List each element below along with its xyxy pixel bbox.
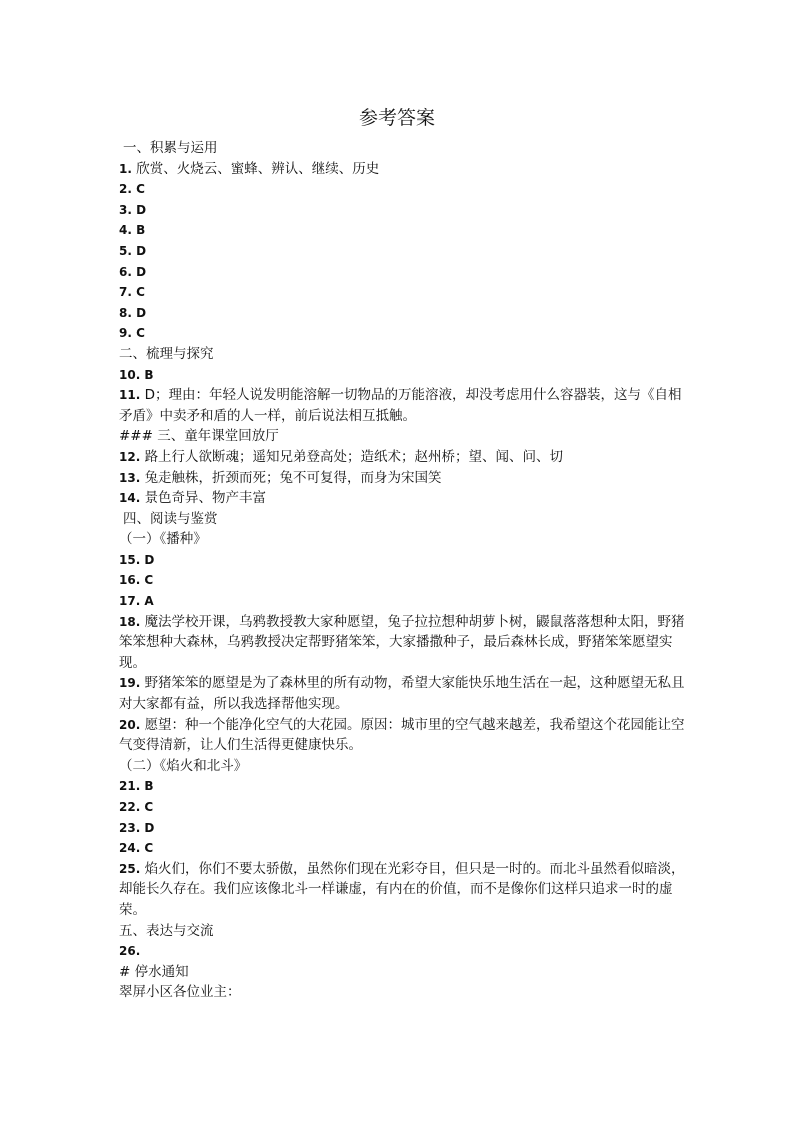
page-title: 参考答案 (358, 107, 435, 129)
answer-6: 6. D (119, 264, 147, 279)
answer-8: 8. D (119, 305, 147, 320)
answer-9: 9. C (119, 326, 145, 341)
answer-1 (119, 159, 689, 180)
section-heading-3: ### 三、童年课堂回放厅 (119, 428, 279, 445)
answer-13 (119, 468, 689, 489)
section-heading-1: 一、积累与运用 (123, 140, 218, 156)
answer-11 (119, 385, 689, 426)
answer-number: 25. (119, 861, 141, 876)
answer-23: 23. D (119, 820, 155, 835)
answer-text: D；理由：年轻人说发明能溶解一切物品的万能溶液，却没考虑用什么容器装，这与《自相矛盾》中卖矛和盾的人一样，前后说法相互抵触。 (119, 387, 682, 424)
answer-text: 景色奇异、物产丰富 (144, 490, 267, 507)
answer-22: 22. C (119, 800, 154, 814)
answer-number: 20. (119, 717, 141, 732)
answer-4: 4. B (119, 223, 146, 238)
answer-number: 1. (119, 161, 132, 176)
section-heading-5: 五、表达与交流 (119, 922, 214, 939)
answer-text: 愿望：种一个能净化空气的大花园。原因：城市里的空气越来越差，我希望这个花园能让空气变得清新，让人们生活得更健康快乐。 (119, 716, 685, 754)
section-heading-2: 二、梳理与探究 (119, 345, 214, 362)
answer-number: 13. (119, 470, 141, 485)
answer-19 (119, 673, 689, 714)
answer-number: 18. (119, 614, 141, 629)
notice-greeting: 翠屏小区各位业主： (119, 984, 241, 1001)
answer-5: 5. D (119, 243, 147, 258)
answer-17: 17. A (119, 594, 154, 609)
answer-2: 2. C (119, 182, 145, 197)
answer-20 (119, 715, 689, 756)
answer-3: 3. D (119, 202, 147, 217)
answer-15: 15. D (119, 552, 155, 567)
answer-21: 21. B (119, 779, 154, 794)
answer-26: 26. (119, 944, 141, 959)
answer-7: 7. C (119, 285, 145, 300)
answer-content (119, 138, 689, 1003)
answer-text: 魔法学校开课，乌鸦教授教大家种愿望，兔子拉拉想种胡萝卜树，鼹鼠落落想种太阳，野猪笨笨想种大森林，乌鸦教授决定帮野猪笨笨，大家播撒种子，最后森林长成，野猪笨笨愿望实现。 (119, 613, 685, 671)
answer-25 (119, 859, 689, 921)
answer-text: 路上行人欲断魂；遥知兄弟登高处；造纸术；赵州桥；望、闻、问、切 (144, 448, 564, 465)
part-heading-1: （一）《播种》 (119, 531, 207, 548)
section-heading-4: 四、阅读与鉴赏 (123, 510, 218, 527)
answer-14 (119, 488, 689, 509)
answer-24: 24. C (119, 841, 154, 856)
part-heading-2: （二）《焰火和北斗》 (119, 757, 248, 774)
answer-number: 14. (119, 491, 141, 506)
answer-12 (119, 447, 689, 468)
answer-text: 欣赏、火烧云、蜜蜂、辨认、继续、历史 (136, 160, 380, 177)
answer-text: 兔走触株，折颈而死；兔不可复得，而身为宋国笑 (144, 469, 442, 486)
answer-text: 焰火们，你们不要太骄傲，虽然你们现在光彩夺目，但只是一时的。而北斗虽然看似暗淡，却能长久存在。我们应该像北斗一样谦虚，有内在的价值，而不是像你们这样只追求一时的虚荣。 (119, 860, 685, 918)
answer-16: 16. C (119, 573, 154, 588)
answer-10: 10. B (119, 367, 154, 382)
answer-number: 19. (119, 676, 141, 691)
answer-number: 12. (119, 449, 141, 464)
answer-number: 11. (119, 388, 141, 403)
notice-heading: # 停水通知 (119, 963, 189, 980)
answer-text: 野猪笨笨的愿望是为了森林里的所有动物，希望大家能快乐地生活在一起，这种愿望无私且对大家都有益，所以我选择帮他实现。 (119, 675, 685, 713)
answer-18 (119, 612, 689, 674)
